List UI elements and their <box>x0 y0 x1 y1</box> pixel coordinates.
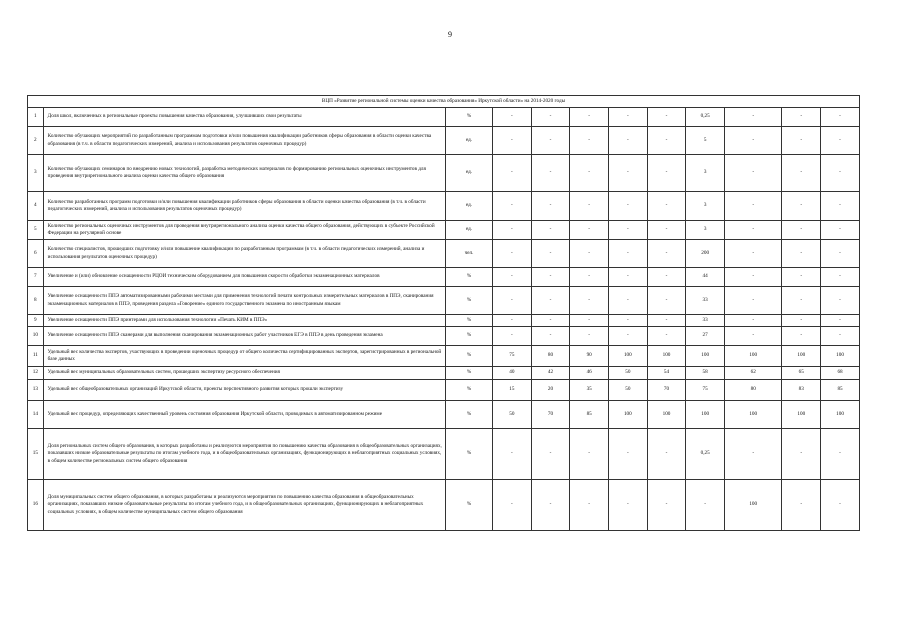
indicator-name: Количество разработанных программ подготовки и/или повышения квалификации работников сферы образования в области оценки качества образования (в т.ч. в области педагогических измерений, анализа и использования результатов оценочных процедур) <box>43 192 445 221</box>
value-cell: - <box>782 268 821 287</box>
table-row <box>28 221 860 240</box>
value-cell: - <box>724 429 781 480</box>
value-cell: - <box>493 315 532 327</box>
value-cell: - <box>724 268 781 287</box>
indicator-name: Доля региональных систем общего образования, в которых разработаны и реализуются мероприятия по повышению качества образования в общеобразовательных организациях, показавших низкие образовательные результаты по итогам учебного года, и в общеобразовательных организациях, функционирующих в неблагоприятных социальных условиях, в общем количестве региональных систем общего образования <box>43 429 445 480</box>
value-cell: - <box>609 429 648 480</box>
value-cell: - <box>531 287 570 315</box>
unit-cell: % <box>446 401 493 429</box>
row-number: 4 <box>28 192 44 221</box>
unit-cell: % <box>446 429 493 480</box>
value-cell: 100 <box>782 401 821 429</box>
value-cell: 100 <box>647 346 686 367</box>
value-cell: 58 <box>686 367 725 380</box>
unit-cell: % <box>446 346 493 367</box>
indicator-name: Количество обучающих мероприятий по разработанным программам подготовки и/или повышения квалификации работников сферы образования в области оценки качества образования (в т.ч. в области педагогических измерений, анализа и использования результатов оценочных процедур) <box>43 127 445 155</box>
value-cell: - <box>782 221 821 240</box>
value-cell: 0,25 <box>686 108 725 127</box>
value-cell: - <box>570 327 609 346</box>
value-cell: - <box>493 327 532 346</box>
value-cell: - <box>531 192 570 221</box>
value-cell: 100 <box>782 346 821 367</box>
value-cell: - <box>724 108 781 127</box>
indicator-name: Удельный вес процедур, определяющих качественный уровень состояния образования Иркутской области, проводимых в автоматизированном режиме <box>43 401 445 429</box>
value-cell: 33 <box>686 287 725 315</box>
row-number: 16 <box>28 480 44 531</box>
value-cell: - <box>570 155 609 192</box>
value-cell: - <box>609 192 648 221</box>
row-number: 1 <box>28 108 44 127</box>
value-cell: - <box>647 429 686 480</box>
value-cell: - <box>647 480 686 531</box>
value-cell: - <box>821 429 860 480</box>
value-cell: 50 <box>609 380 648 401</box>
unit-cell: % <box>446 367 493 380</box>
row-number: 13 <box>28 380 44 401</box>
value-cell: 3 <box>686 221 725 240</box>
row-number: 14 <box>28 401 44 429</box>
indicator-name: Увеличение оснащенности ППЭ сканерами для выполнения сканирования экзаменационных работ участников ЕГЭ в ППЭ в день проведения экзамена <box>43 327 445 346</box>
value-cell: - <box>609 221 648 240</box>
value-cell: - <box>647 192 686 221</box>
value-cell: 100 <box>609 401 648 429</box>
value-cell: - <box>531 127 570 155</box>
value-cell: - <box>821 155 860 192</box>
value-cell: - <box>821 315 860 327</box>
value-cell: 75 <box>686 380 725 401</box>
value-cell: - <box>821 268 860 287</box>
value-cell: - <box>782 315 821 327</box>
unit-cell: % <box>446 108 493 127</box>
value-cell: - <box>531 221 570 240</box>
indicator-name: Удельный вес общеобразовательных организаций Иркутской области, проекты перспективного развития которых прошли экспертизу <box>43 380 445 401</box>
row-number: 5 <box>28 221 44 240</box>
value-cell: 44 <box>686 268 725 287</box>
value-cell: - <box>531 327 570 346</box>
table-row <box>28 287 860 315</box>
value-cell: - <box>647 108 686 127</box>
value-cell: - <box>531 429 570 480</box>
value-cell: - <box>531 108 570 127</box>
value-cell: 70 <box>647 380 686 401</box>
value-cell: 35 <box>570 380 609 401</box>
indicator-name: Количество обучающих семинаров по внедрению новых технологий, разработка методических материалов по формированию региональных оценочных инструментов для проведения внутрирегионального анализа оценки качества общего образования <box>43 155 445 192</box>
row-number: 3 <box>28 155 44 192</box>
table-title: ВЦП «Развитие региональной системы оценки качества образования» Иркутской области» на 2014-2020 годы <box>28 96 860 108</box>
table-row <box>28 367 860 380</box>
table-row <box>28 380 860 401</box>
table-row <box>28 155 860 192</box>
value-cell: - <box>493 480 532 531</box>
value-cell: - <box>647 127 686 155</box>
value-cell: 100 <box>724 346 781 367</box>
indicator-name: Количество специалистов, прошедших подготовку и/или повышение квалификации по разработанным программам (в т.ч. в области педагогических измерений, анализа и использования результатов оценочных процедур) <box>43 240 445 268</box>
value-cell: 5 <box>686 127 725 155</box>
value-cell: - <box>724 221 781 240</box>
value-cell: - <box>647 268 686 287</box>
value-cell: - <box>493 429 532 480</box>
value-cell: 70 <box>531 401 570 429</box>
page-number: 9 <box>448 30 452 39</box>
row-number: 2 <box>28 127 44 155</box>
indicator-name: Удельный вес муниципальных образовательных систем, прошедших экспертизу ресурсного обеспечения <box>43 367 445 380</box>
value-cell: - <box>609 327 648 346</box>
value-cell: - <box>531 155 570 192</box>
value-cell: 85 <box>821 380 860 401</box>
value-cell: - <box>782 327 821 346</box>
value-cell: - <box>570 268 609 287</box>
indicator-name: Увеличение оснащенности ППЭ автоматизированными рабочими местами для применения технологий печати контрольных измерительных материалов в ППЭ, сканирования экзаменационных материалов в ППЭ, проведения раздела «Говорение» единого государственного экзамена по иностранным языкам <box>43 287 445 315</box>
value-cell: 33 <box>686 315 725 327</box>
value-cell: - <box>570 192 609 221</box>
value-cell: 65 <box>782 367 821 380</box>
value-cell: - <box>531 480 570 531</box>
indicator-name: Увеличение оснащенности ППЭ принтерами для использования технологии «Печать КИМ в ППЭ» <box>43 315 445 327</box>
value-cell: - <box>531 240 570 268</box>
indicators-table <box>27 95 860 531</box>
value-cell: 100 <box>686 401 725 429</box>
unit-cell: % <box>446 480 493 531</box>
value-cell: 100 <box>821 346 860 367</box>
value-cell: 90 <box>570 346 609 367</box>
value-cell: - <box>609 480 648 531</box>
table-row <box>28 315 860 327</box>
table-row <box>28 346 860 367</box>
value-cell: 80 <box>724 380 781 401</box>
table-row <box>28 108 860 127</box>
value-cell: 68 <box>821 367 860 380</box>
value-cell: 3 <box>686 155 725 192</box>
value-cell: 75 <box>493 346 532 367</box>
value-cell: - <box>821 127 860 155</box>
value-cell: 100 <box>609 346 648 367</box>
value-cell: - <box>609 155 648 192</box>
value-cell: - <box>570 108 609 127</box>
value-cell: - <box>531 315 570 327</box>
value-cell: 83 <box>782 380 821 401</box>
table-row <box>28 401 860 429</box>
value-cell: - <box>493 155 532 192</box>
table-row <box>28 480 860 531</box>
table-row <box>28 240 860 268</box>
row-number: 8 <box>28 287 44 315</box>
value-cell: 80 <box>531 346 570 367</box>
table-row <box>28 327 860 346</box>
value-cell: - <box>647 287 686 315</box>
value-cell: 50 <box>609 367 648 380</box>
value-cell: - <box>782 155 821 192</box>
value-cell: - <box>821 287 860 315</box>
row-number: 15 <box>28 429 44 480</box>
indicator-name: Увеличение и (или) обновление оснащенности РЦОИ техническим оборудованием для повышения скорости обработки экзаменационных материалов <box>43 268 445 287</box>
unit-cell: ед. <box>446 127 493 155</box>
indicator-name: Количество региональных оценочных инструментов для проведения внутрирегионального анализа оценки качества общего образования, действующих в субъекте Российской Федерации на регулярной основе <box>43 221 445 240</box>
row-number: 6 <box>28 240 44 268</box>
value-cell: - <box>609 268 648 287</box>
value-cell: - <box>821 240 860 268</box>
value-cell: - <box>570 127 609 155</box>
value-cell: - <box>782 480 821 531</box>
value-cell: - <box>493 240 532 268</box>
value-cell: 20 <box>531 380 570 401</box>
unit-cell: % <box>446 380 493 401</box>
value-cell: 100 <box>686 346 725 367</box>
value-cell: - <box>570 221 609 240</box>
value-cell: - <box>570 240 609 268</box>
unit-cell: % <box>446 315 493 327</box>
unit-cell: % <box>446 327 493 346</box>
value-cell: - <box>647 221 686 240</box>
value-cell: 27 <box>686 327 725 346</box>
value-cell: - <box>782 192 821 221</box>
unit-cell: ед. <box>446 221 493 240</box>
value-cell: - <box>609 240 648 268</box>
table-title-row <box>28 96 860 108</box>
unit-cell: ед. <box>446 192 493 221</box>
value-cell: - <box>724 155 781 192</box>
value-cell: 15 <box>493 380 532 401</box>
value-cell: 85 <box>570 401 609 429</box>
value-cell: - <box>782 287 821 315</box>
value-cell: - <box>821 221 860 240</box>
value-cell: 3 <box>686 192 725 221</box>
value-cell: - <box>821 480 860 531</box>
value-cell: - <box>821 108 860 127</box>
value-cell: - <box>570 429 609 480</box>
value-cell: - <box>821 192 860 221</box>
value-cell: 100 <box>821 401 860 429</box>
value-cell: 54 <box>647 367 686 380</box>
value-cell: - <box>724 287 781 315</box>
value-cell: - <box>724 240 781 268</box>
value-cell: 40 <box>493 367 532 380</box>
table-row <box>28 268 860 287</box>
table-row <box>28 127 860 155</box>
value-cell: - <box>647 315 686 327</box>
value-cell: - <box>647 327 686 346</box>
value-cell: - <box>493 108 532 127</box>
value-cell: - <box>782 240 821 268</box>
indicator-name: Доля школ, включенных в региональные проекты повышения качества образования, улучшивших свои результаты <box>43 108 445 127</box>
value-cell: - <box>821 327 860 346</box>
value-cell: - <box>493 221 532 240</box>
value-cell: 100 <box>647 401 686 429</box>
value-cell: - <box>570 315 609 327</box>
value-cell: - <box>724 315 781 327</box>
row-number: 7 <box>28 268 44 287</box>
value-cell: 100 <box>724 401 781 429</box>
row-number: 12 <box>28 367 44 380</box>
value-cell: 42 <box>531 367 570 380</box>
value-cell: - <box>493 287 532 315</box>
value-cell: - <box>686 480 725 531</box>
table-row <box>28 429 860 480</box>
value-cell: 62 <box>724 367 781 380</box>
value-cell: - <box>782 127 821 155</box>
value-cell: 0,25 <box>686 429 725 480</box>
value-cell: 100 <box>724 480 781 531</box>
row-number: 9 <box>28 315 44 327</box>
value-cell: - <box>724 192 781 221</box>
value-cell: 46 <box>570 367 609 380</box>
value-cell: - <box>609 127 648 155</box>
value-cell: - <box>609 287 648 315</box>
value-cell: - <box>493 127 532 155</box>
value-cell: - <box>531 268 570 287</box>
value-cell: - <box>724 127 781 155</box>
indicator-name: Доля муниципальных систем общего образования, в которых разработаны и реализуются мероприятия по повышению качества образования в общеобразовательных организациях, показавших низкие образовательные результаты по итогам учебного года, и в общеобразовательных организациях, функционирующих в неблагоприятных социальных условиях, в общем количестве муниципальных систем общего образования <box>43 480 445 531</box>
row-number: 10 <box>28 327 44 346</box>
row-number: 11 <box>28 346 44 367</box>
value-cell: 50 <box>493 401 532 429</box>
unit-cell: % <box>446 287 493 315</box>
value-cell: - <box>647 240 686 268</box>
unit-cell: чел. <box>446 240 493 268</box>
indicator-name: Удельный вес количества экспертов, участвующих в проведении оценочных процедур от общего количества сертифицированных экспертов, зарегистрированных в региональной базе данных <box>43 346 445 367</box>
table-row <box>28 192 860 221</box>
value-cell: - <box>493 268 532 287</box>
value-cell: 200 <box>686 240 725 268</box>
value-cell: - <box>570 287 609 315</box>
value-cell: - <box>782 108 821 127</box>
value-cell: - <box>493 192 532 221</box>
unit-cell: % <box>446 268 493 287</box>
value-cell: - <box>647 155 686 192</box>
value-cell: - <box>724 327 781 346</box>
unit-cell: ед. <box>446 155 493 192</box>
value-cell: - <box>609 108 648 127</box>
value-cell: - <box>782 429 821 480</box>
value-cell: - <box>609 315 648 327</box>
value-cell: - <box>570 480 609 531</box>
